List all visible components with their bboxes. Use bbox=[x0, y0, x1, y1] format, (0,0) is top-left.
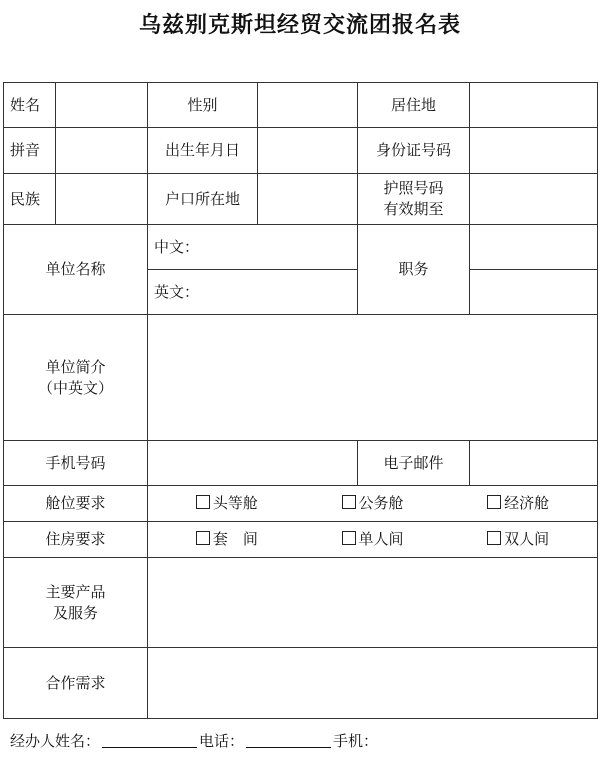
chinese-label: 中文： bbox=[154, 237, 200, 256]
cooperation-label: 合作需求 bbox=[4, 648, 148, 719]
pinyin-input-cell[interactable] bbox=[56, 128, 148, 174]
passport-input-cell[interactable] bbox=[470, 174, 598, 225]
checkbox-icon[interactable] bbox=[342, 531, 356, 545]
english-label: 英文： bbox=[154, 282, 200, 301]
residence-label: 居住地 bbox=[358, 83, 470, 128]
ethnicity-input-cell[interactable] bbox=[56, 174, 148, 225]
cabin-options-cell bbox=[148, 486, 598, 522]
products-input-cell[interactable] bbox=[148, 558, 598, 648]
phone-blank[interactable] bbox=[246, 733, 331, 748]
cooperation-input-cell[interactable] bbox=[148, 648, 598, 719]
id-number-input-cell[interactable] bbox=[470, 128, 598, 174]
phone-label: 电话： bbox=[199, 732, 245, 750]
gender-input-cell[interactable] bbox=[258, 83, 358, 128]
room-label: 住房要求 bbox=[4, 522, 148, 558]
checkbox-icon[interactable] bbox=[196, 495, 210, 509]
company-name-chinese-cell[interactable] bbox=[148, 225, 358, 270]
birthdate-input-cell[interactable] bbox=[258, 128, 358, 174]
products-line2: 及服务 bbox=[52, 603, 98, 622]
form-title: 乌兹别克斯坦经贸交流团报名表 bbox=[138, 12, 461, 38]
checkbox-icon[interactable] bbox=[196, 531, 210, 545]
email-label: 电子邮件 bbox=[358, 441, 470, 486]
cabin-option-economy[interactable] bbox=[445, 493, 591, 514]
position-input-cell-2[interactable] bbox=[470, 270, 598, 315]
passport-label-line1: 护照号码 bbox=[383, 179, 444, 197]
checkbox-icon[interactable] bbox=[487, 531, 501, 545]
room-option-single[interactable] bbox=[300, 529, 446, 550]
household-input-cell[interactable] bbox=[258, 174, 358, 225]
footer-mobile-label: 手机： bbox=[333, 732, 379, 750]
pinyin-label: 拼音 bbox=[4, 128, 56, 174]
company-name-label: 单位名称 bbox=[4, 225, 148, 315]
cabin-option-first[interactable] bbox=[154, 493, 300, 514]
cabin-option-label: 经济舱 bbox=[504, 494, 550, 512]
email-input-cell[interactable] bbox=[470, 441, 598, 486]
company-intro-line1: 单位简介 bbox=[45, 357, 106, 376]
birthdate-label: 出生年月日 bbox=[148, 128, 258, 174]
residence-input-cell[interactable] bbox=[470, 83, 598, 128]
handler-label: 经办人姓名： bbox=[10, 732, 101, 750]
household-label: 户口所在地 bbox=[148, 174, 258, 225]
checkbox-icon[interactable] bbox=[487, 495, 501, 509]
cabin-label: 舱位要求 bbox=[4, 486, 148, 522]
room-option-label: 套 间 bbox=[212, 530, 258, 548]
checkbox-icon[interactable] bbox=[342, 495, 356, 509]
cabin-option-label: 头等舱 bbox=[212, 494, 258, 512]
passport-label bbox=[358, 174, 470, 225]
mobile-label: 手机号码 bbox=[4, 441, 148, 486]
mobile-input-cell[interactable] bbox=[148, 441, 358, 486]
handler-blank[interactable] bbox=[102, 733, 197, 748]
gender-label: 性别 bbox=[148, 83, 258, 128]
position-label: 职务 bbox=[358, 225, 470, 315]
room-option-double[interactable] bbox=[445, 529, 591, 550]
name-label: 姓名 bbox=[4, 83, 56, 128]
passport-label-line2: 有效期至 bbox=[383, 200, 444, 218]
name-input-cell[interactable] bbox=[56, 83, 148, 128]
company-intro-input-cell[interactable] bbox=[148, 315, 598, 441]
products-label bbox=[4, 558, 148, 648]
id-number-label: 身份证号码 bbox=[358, 128, 470, 174]
position-input-cell-1[interactable] bbox=[470, 225, 598, 270]
room-option-label: 双人间 bbox=[504, 530, 550, 548]
room-option-suite[interactable] bbox=[154, 529, 300, 550]
company-name-english-cell[interactable] bbox=[148, 270, 358, 315]
room-option-label: 单人间 bbox=[358, 530, 404, 548]
company-intro-label bbox=[4, 315, 148, 441]
company-intro-line2: （中英文） bbox=[37, 378, 113, 397]
cabin-option-business[interactable] bbox=[300, 493, 446, 514]
cabin-option-label: 公务舱 bbox=[358, 494, 404, 512]
registration-form-table bbox=[3, 82, 598, 719]
room-options-cell bbox=[148, 522, 598, 558]
ethnicity-label: 民族 bbox=[4, 174, 56, 225]
products-line1: 主要产品 bbox=[45, 582, 106, 601]
footer bbox=[10, 730, 378, 751]
